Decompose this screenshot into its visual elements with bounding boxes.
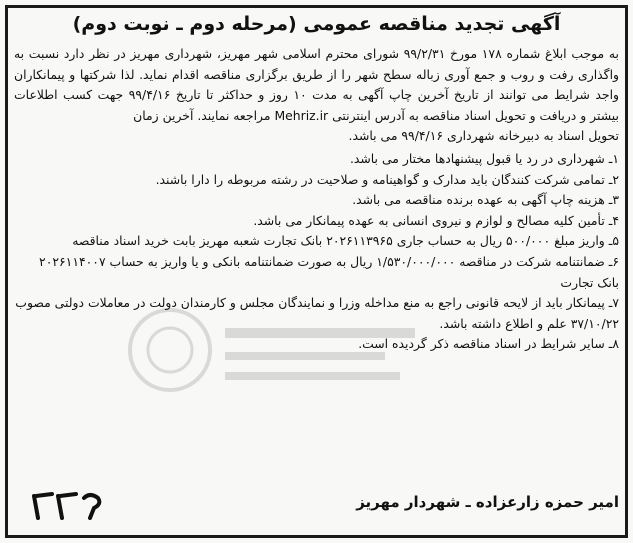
condition-item: ۷ـ پیمانکار باید از لایحه قانونی راجع به منع مداخله وزرا و نمایندگان مجلس و کارمندان دولت در معاملات دولتی مصوب ۳۷/۱۰/۲۲ علم و اطلاع داشته باشد.	[15, 295, 619, 331]
notice-intro-last-line: تحویل اسناد به دبیرخانه شهرداری ۹۹/۴/۱۶ می باشد.	[348, 128, 619, 144]
handwritten-code-mark	[28, 488, 108, 524]
notice-title: آگهی تجدید مناقصه عمومی (مرحله دوم ـ نوبت دوم)	[72, 13, 561, 35]
condition-item: ۳ـ هزینه چاپ آگهی به عهده برنده مناقصه می باشد.	[352, 192, 619, 208]
condition-item: ۸ـ سایر شرایط در اسناد مناقصه ذکر گردیده است.	[358, 336, 619, 352]
condition-item: ۱ـ شهرداری در رد یا قبول پیشنهادها مختار می باشد.	[349, 150, 619, 166]
condition-item: ۵ـ واریز مبلغ ۵۰۰/۰۰۰ ریال به حساب جاری ۲۰۲۶۱۱۳۹۶۵ بانک تجارت شعبه مهریز بابت خرید اسناد مناقصه	[72, 233, 619, 249]
notice-intro-text: به موجب ابلاغ شماره ۱۷۸ مورخ ۹۹/۲/۳۱ شورای محترم اسلامی شهر مهریز، شهرداری مهریز در نظر دارد نسبت به واگذاری رفت و روب و جمع آوری زباله سطح شهر را از طریق برگزاری مناقصه اقدام نماید. لذا شرکتها و پیمانکاران واجد شرایط می توانند از تاریخ آخرین چاپ آگهی به مدت ۱۰ روز و حداکثر تا تاریخ ۹۹/۴/۱۶ جهت کسب اطلاعات بیشتر و دریافت و تحویل اسناد مناقصه به آدرس اینترنتی Mehriz.ir مراجعه نمایند. آخرین زمان	[14, 46, 619, 123]
mayor-signature-line: امیر حمزه زارعزاده ـ شهردار مهریز	[356, 493, 619, 511]
condition-item: ۶ـ ضمانتنامه شرکت در مناقصه ۱/۵۳۰/۰۰۰/۰۰۰ ریال به صورت ضمانتنامه بانکی و یا واریز به حساب ۲۰۲۶۱۱۴۰۰۷ بانک تجارت	[39, 253, 619, 290]
notice-content	[14, 10, 619, 355]
condition-item: ۲ـ تمامی شرکت کنندگان باید مدارک و گواهینامه و صلاحیت در رشته مربوطه را دارا باشند.	[155, 171, 619, 187]
conditions-list	[14, 149, 619, 355]
condition-item: ۴ـ تأمین کلیه مصالح و لوازم و نیروی انسانی به عهده پیمانکار می باشد.	[253, 212, 619, 228]
notice-intro	[14, 44, 619, 147]
